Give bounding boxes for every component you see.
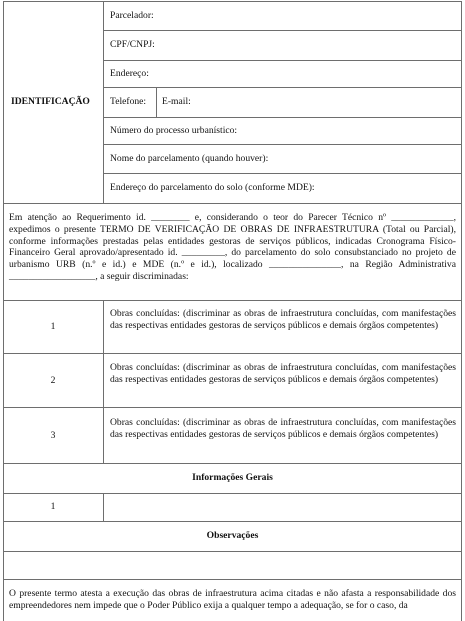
intro-paragraph: Em atenção ao Requerimento id. ________ e, considerando o teor do Parecer Técnico nº _____________, expedimos o presente TERMO DE VERIFICAÇÃO DE OBRAS DE INFRAESTRUTURA (Total ou Parcial), conforme informações prestadas pelas entidades gestoras de serviços públicos, indicadas Cronograma Físico-Financeiro Geral aprovado/apresentado id. _________, do parcelamento do solo consubstanciado no projeto de urbanismo URB (n.º e id.) e MDE (n.º e id.), localizado _______________, na Região Administrativa __________________, a seguir discriminadas:	[9, 212, 456, 282]
column-divider	[103, 493, 104, 521]
observacoes-heading: Observações	[206, 530, 259, 541]
column-divider	[103, 1, 104, 203]
row-divider	[3, 203, 462, 204]
obra-numero: 3	[50, 430, 56, 441]
table-border-left	[3, 1, 4, 621]
email-field: E-mail:	[162, 96, 191, 107]
row-divider	[3, 551, 462, 552]
table-border-top	[3, 1, 462, 2]
row-divider	[3, 521, 462, 522]
row-divider	[3, 493, 462, 494]
obra-texto: Obras concluídas: (discriminar as obras de infraestrutura concluídas, com manifestações das respectivas entidades gestoras de serviços públicos e demais órgãos competentes)	[110, 308, 456, 331]
row-divider	[103, 144, 462, 145]
telefone-field: Telefone:	[110, 96, 147, 107]
row-divider	[103, 30, 462, 31]
row-divider	[103, 117, 462, 118]
row-divider	[103, 60, 462, 61]
identificacao-label: IDENTIFICAÇÃO	[11, 96, 90, 107]
column-divider	[103, 300, 104, 463]
parcelamento-field: Nome do parcelamento (quando houver):	[110, 153, 269, 164]
document-page	[3, 1, 462, 621]
row-divider	[3, 407, 462, 408]
endereco-field: Endereço:	[110, 68, 149, 79]
closing-paragraph: O presente termo atesta a execução das obras de infraestrutura acima citadas e não afasta a responsabilidade dos empreendedores nem impede que o Poder Público exija a qualquer tempo a adequação, se for o caso, da	[9, 588, 456, 611]
column-divider	[156, 87, 157, 117]
obra-texto: Obras concluídas: (discriminar as obras de infraestrutura concluídas, com manifestações das respectivas entidades gestoras de serviços públicos e demais órgãos competentes)	[110, 362, 456, 385]
table-border-right	[461, 1, 462, 621]
endereco-parcelamento-field: Endereço do parcelamento do solo (conforme MDE):	[110, 182, 315, 193]
obra-numero: 2	[50, 375, 56, 386]
row-divider	[3, 353, 462, 354]
processo-field: Número do processo urbanístico:	[110, 125, 238, 136]
cpf-cnpj-field: CPF/CNPJ:	[110, 39, 155, 50]
informacoes-gerais-heading: Informações Gerais	[192, 472, 273, 483]
obra-numero: 1	[50, 321, 56, 332]
row-divider	[103, 173, 462, 174]
row-divider	[3, 300, 462, 301]
informacoes-gerais-numero: 1	[50, 501, 56, 512]
parcelador-field: Parcelador:	[110, 10, 154, 21]
row-divider	[3, 579, 462, 580]
row-divider	[3, 463, 462, 464]
obra-texto: Obras concluídas: (discriminar as obras de infraestrutura concluídas, com manifestações das respectivas entidades gestoras de serviços públicos e demais órgãos competentes)	[110, 417, 456, 440]
